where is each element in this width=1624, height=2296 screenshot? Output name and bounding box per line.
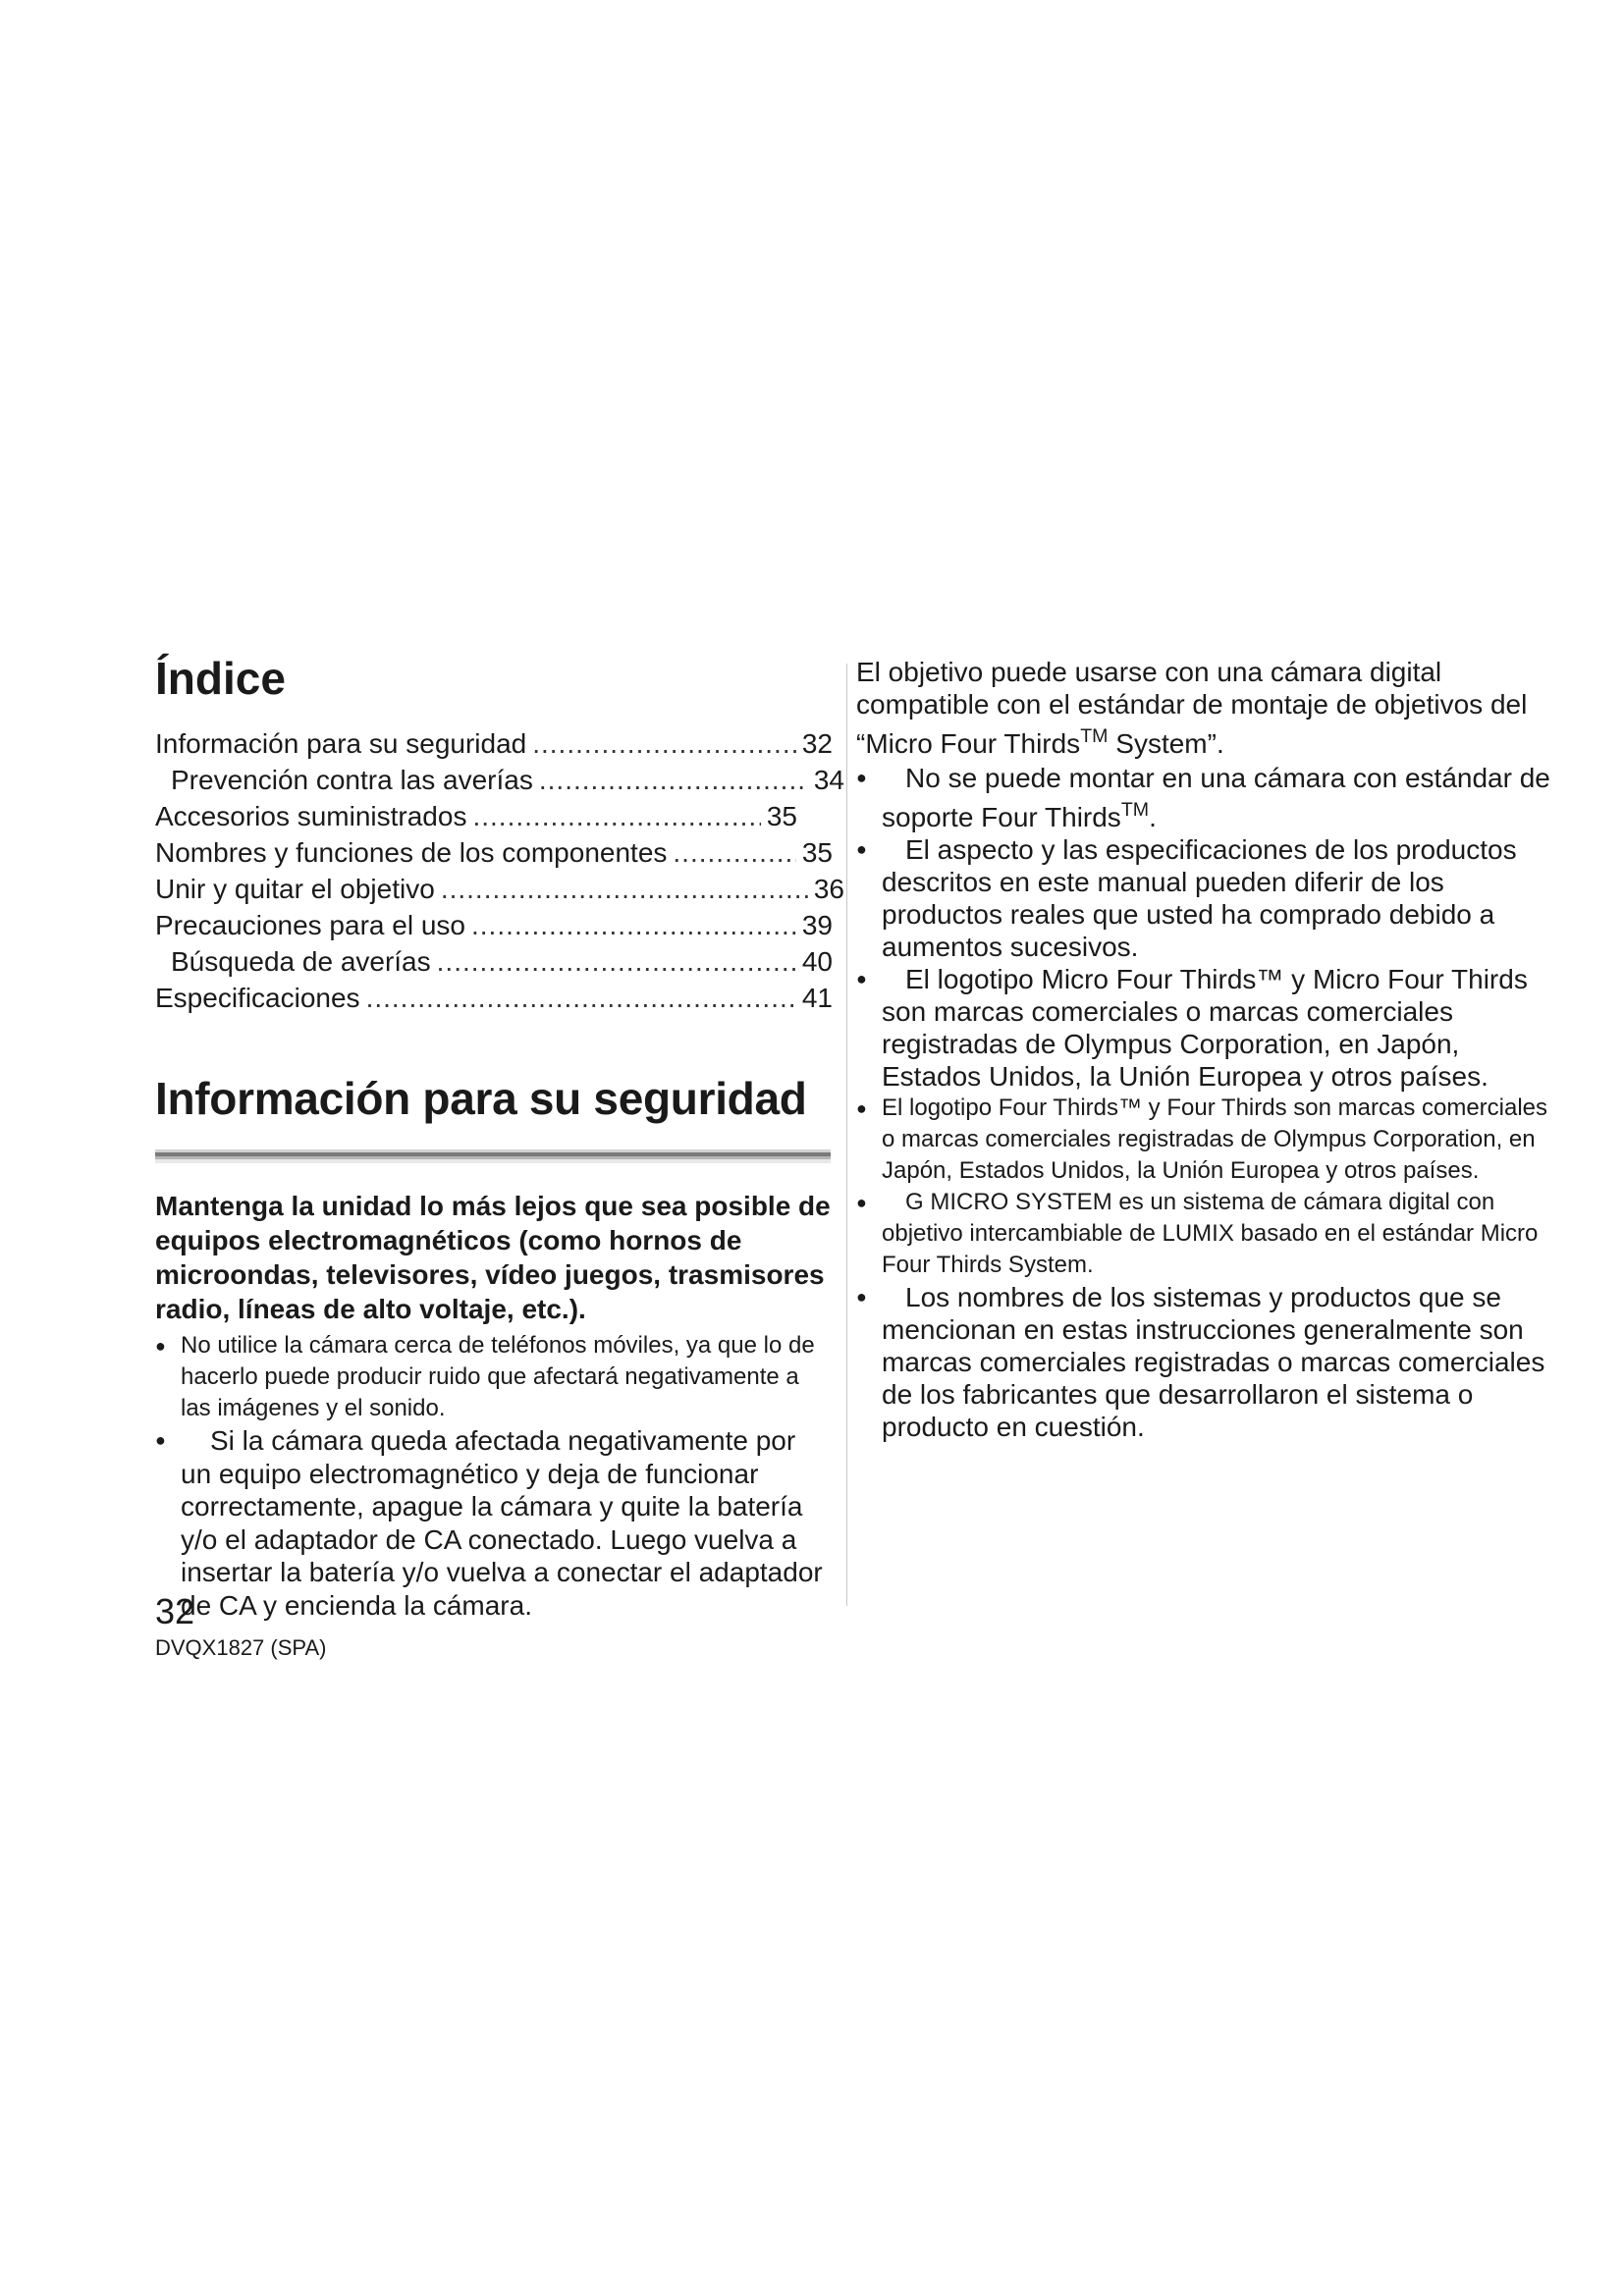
safety-warning: Mantenga la unidad lo más lejos que sea posible de equipos electromagnéticos (como hornos de microondas, televisores, vídeo juegos, trasmisores radio, líneas de alto voltaje, etc.). bbox=[155, 1191, 831, 1324]
toc-entry[interactable] bbox=[155, 762, 844, 798]
toc-leader-dots bbox=[673, 834, 795, 871]
bullet-item: ● Si la cámara queda afectada negativamente por un equipo electromagnético y deja de funcionar correctamente, apague la cámara y quite la batería y/o el adaptador de CA conectado. Luego vuelva a insertar la batería y/o vuelva a conectar el adaptador de CA y encienda la cámara. bbox=[155, 1424, 833, 1623]
toc-leader-dots bbox=[366, 980, 796, 1016]
toc-entry-label: Búsqueda de averías bbox=[171, 946, 431, 977]
page-number: 32 bbox=[155, 1591, 195, 1631]
bullet-item: ● No utilice la cámara cerca de teléfonos móviles, ya que lo de hacerlo puede producir ruido que afectará negativamente a las imágenes y el sonido. bbox=[155, 1330, 833, 1424]
toc-leader-dots bbox=[437, 943, 796, 980]
toc-entry-label: Unir y quitar el objetivo bbox=[155, 874, 435, 904]
toc-entry-page: 34 bbox=[813, 765, 844, 795]
toc-entry[interactable] bbox=[155, 907, 833, 943]
toc-leader-dots bbox=[441, 871, 808, 907]
section-title: Información para su seguridad bbox=[155, 1073, 807, 1124]
toc-entry-label: Prevención contra las averías bbox=[171, 765, 533, 795]
column-divider bbox=[846, 664, 847, 1606]
toc-entry-page: 40 bbox=[801, 946, 833, 977]
trademark-sup: TM bbox=[1080, 725, 1109, 747]
section-divider bbox=[155, 1149, 831, 1163]
toc-entry-label: Accesorios suministrados bbox=[155, 801, 467, 831]
intro-text-end: System”. bbox=[1108, 727, 1224, 759]
bullet-item: ● El aspecto y las especificaciones de los productos descritos en este manual pueden diferir de los productos reales que usted ha comprado debido a aumentos sucesivos. bbox=[856, 833, 1563, 963]
toc-entry-page: 39 bbox=[801, 910, 833, 940]
left-column bbox=[155, 643, 844, 1623]
toc-entry-page: 35 bbox=[766, 801, 797, 831]
toc-leader-dots bbox=[539, 762, 808, 798]
toc-entry[interactable] bbox=[155, 943, 833, 980]
toc-entry-page: 32 bbox=[801, 728, 833, 759]
toc-entry-page: 41 bbox=[801, 983, 833, 1013]
intro-text: El objetivo puede usarse con una cámara digital compatible con el estándar de montaje de objetivos del “Micro Four Thirds bbox=[856, 657, 1528, 759]
bullet-item: ● El logotipo Four Thirds™ y Four Thirds son marcas comerciales o marcas comerciales registradas de Olympus Corporation, en Japón, Estados Unidos, la Unión Europea y otros países. bbox=[856, 1093, 1563, 1187]
document-code: DVQX1827 (SPA) bbox=[155, 1635, 327, 1660]
indice-title: Índice bbox=[155, 653, 286, 704]
bullet-item: ● G MICRO SYSTEM es un sistema de cámara digital con objetivo intercambiable de LUMIX basado en el estándar Micro Four Thirds System. bbox=[856, 1187, 1563, 1281]
bullet-item: ● El logotipo Micro Four Thirds™ y Micro Four Thirds son marcas comerciales o marcas comerciales registradas de Olympus Corporation, en Japón, Estados Unidos, la Unión Europea y otros países. bbox=[856, 963, 1563, 1093]
toc-entry[interactable] bbox=[155, 871, 844, 907]
toc-leader-dots bbox=[471, 907, 796, 943]
toc-entry-label: Nombres y funciones de los componentes bbox=[155, 837, 668, 868]
trademark-sup: TM bbox=[1120, 798, 1150, 821]
toc-entry-label: Especificaciones bbox=[155, 983, 360, 1013]
toc-entry-label: Precauciones para el uso bbox=[155, 910, 465, 940]
table-of-contents bbox=[155, 725, 844, 1016]
bullet-text-end: . bbox=[1149, 801, 1157, 832]
safety-bullets bbox=[155, 1330, 833, 1623]
toc-entry[interactable] bbox=[155, 725, 833, 762]
bullet-item bbox=[856, 762, 1563, 833]
bullet-text: No se puede montar en una cámara con estándar de soporte Four Thirds bbox=[882, 762, 1550, 832]
toc-entry[interactable] bbox=[155, 980, 833, 1016]
toc-entry[interactable] bbox=[155, 798, 797, 834]
toc-leader-dots bbox=[532, 725, 796, 762]
toc-entry-page: 35 bbox=[801, 837, 833, 868]
right-column bbox=[856, 656, 1563, 1443]
toc-entry-label: Información para su seguridad bbox=[155, 728, 527, 759]
toc-entry-page: 36 bbox=[813, 874, 844, 904]
notes-bullets bbox=[856, 762, 1563, 1443]
bullet-item: ● Los nombres de los sistemas y productos que se mencionan en estas instrucciones generalmente son marcas comerciales registradas o marcas comerciales de los fabricantes que desarrollaron el sistema o producto en cuestión. bbox=[856, 1281, 1563, 1443]
lens-compatibility-intro bbox=[856, 656, 1563, 760]
toc-entry[interactable] bbox=[155, 834, 833, 871]
toc-leader-dots bbox=[472, 798, 760, 834]
